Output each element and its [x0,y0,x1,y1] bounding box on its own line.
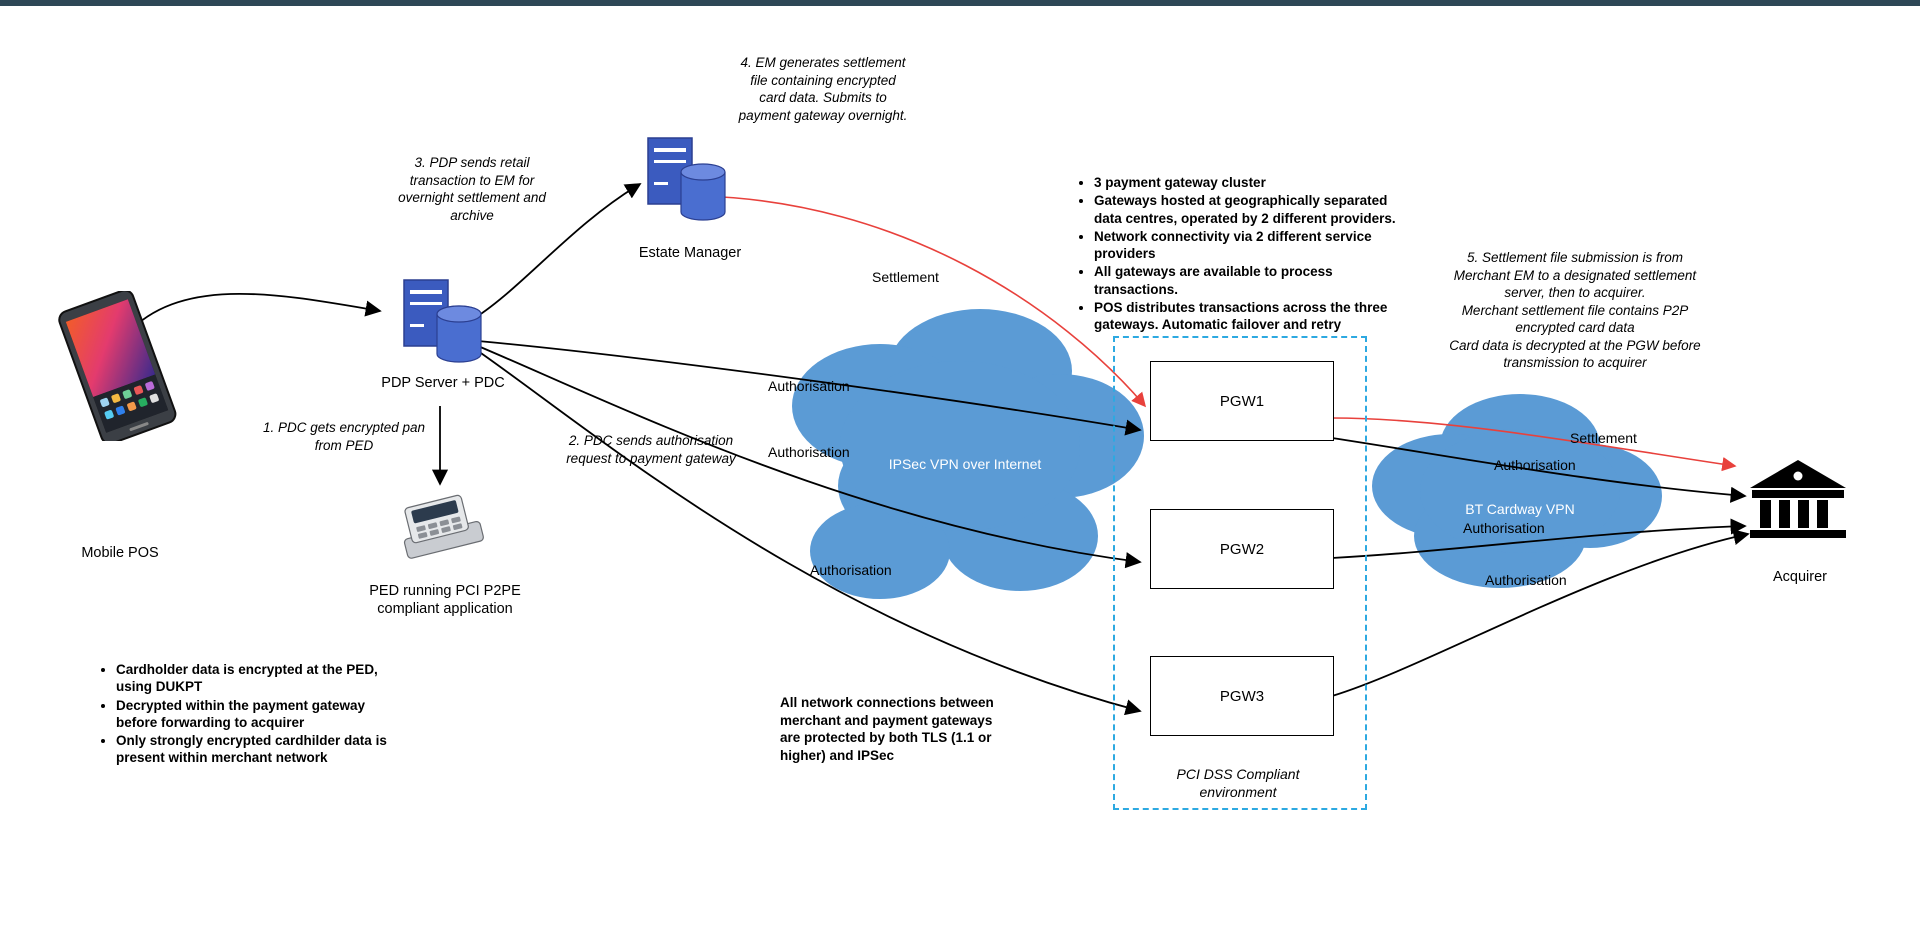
ipsec-cloud-label [860,456,1070,472]
step-4-line1: 4. EM generates settlement [740,55,906,70]
authorisation-label-r2 [1463,520,1545,536]
ped-label-line1: PED running PCI P2PE [369,583,521,599]
acquirer-caption [1730,568,1870,586]
authorisation-label-r3-text: Authorisation [1485,572,1567,588]
bt-cardway-cloud-label-text: BT Cardway VPN [1465,501,1575,517]
pgw2-label: PGW2 [1219,540,1265,558]
gateway-note-item: • POS distributes transactions across the three gateways. Automatic failover and retry [1094,299,1414,334]
step-2-line1: 2. PDC sends authorisation [568,433,734,448]
pci-zone-label-line1: PCI DSS Compliant [1176,766,1300,782]
step-5-line3: server, then to acquirer. [1504,285,1646,301]
network-note-line3: are protected by both TLS (1.1 or [780,730,992,746]
step-5-line6: Card data is decrypted at the PGW before [1449,337,1701,353]
step-4-line2: file containing encrypted [750,72,896,88]
ipsec-cloud-label-text: IPSec VPN over Internet [888,456,1042,472]
authorisation-label-r2-text: Authorisation [1463,520,1545,536]
estate-manager-server-icon [640,134,736,242]
step-3-line2: transaction to EM for [409,172,535,188]
step-5-line2: Merchant EM to a designated settlement [1453,267,1697,283]
step-1-line1: 1. PDC gets encrypted pan [262,420,426,435]
gateway-note-item: • Gateways hosted at geographically separated data centres, operated by 2 different providers. [1094,192,1414,227]
security-note-item: • Decrypted within the payment gateway before forwarding to acquirer [116,697,406,732]
settlement-label-right-text: Settlement [1570,430,1637,446]
ped-caption [330,582,560,618]
pgw3-label: PGW3 [1219,687,1265,705]
gateway-notes-list [1078,174,1414,334]
acquirer-label: Acquirer [1773,569,1827,585]
ped-device-node[interactable] [390,492,494,569]
security-note-item: • Cardholder data is encrypted at the PED, using DUKPT [116,661,406,696]
network-note-line1: All network connections between [780,695,994,710]
step-5-line5: encrypted card data [1515,320,1635,336]
ped-terminal-icon [390,492,494,564]
step-1-line2: from PED [314,437,374,453]
bt-cardway-cloud-shape [1372,394,1662,588]
bt-cardway-cloud-label [1420,501,1620,517]
pci-dss-zone-label [1113,766,1363,801]
authorisation-label-r3 [1485,572,1567,588]
step-1-note [238,419,450,454]
authorisation-label-2 [768,444,850,460]
step-4-line3: card data. Submits to [759,90,887,106]
network-connections-note [780,694,1020,764]
step-3-line3: overnight settlement and [398,190,546,206]
gateway-note-item: • Network connectivity via 2 different service providers [1094,228,1414,263]
authorisation-label-3 [810,562,892,578]
architecture-diagram [0,6,1920,930]
gateway-note-item: • 3 payment gateway cluster [1094,174,1414,191]
settlement-label-left-text: Settlement [872,269,939,285]
estate-manager-node[interactable] [640,134,736,247]
settlement-label-left [872,269,939,285]
network-note-line4: higher) and IPSec [780,747,895,763]
pdp-server-label: PDP Server + PDC [381,375,505,391]
pgw1-label: PGW1 [1219,392,1265,410]
pci-zone-label-line2: environment [1199,783,1277,800]
authorisation-label-3-text: Authorisation [810,562,892,578]
step-2-line2: request to payment gateway [566,450,736,466]
mobile-pos-icon [52,291,182,441]
estate-manager-caption [600,244,780,262]
pgw2-node[interactable] [1150,509,1334,589]
ped-label-line2: compliant application [377,601,513,618]
authorisation-label-2-text: Authorisation [768,444,850,460]
mobile-pos-device[interactable] [52,291,182,441]
acquirer-node[interactable] [1748,458,1848,545]
step-5-line1: 5. Settlement file submission is from [1466,250,1684,265]
pgw1-node[interactable] [1150,361,1334,441]
step-4-line4: payment gateway overnight. [738,107,908,123]
mobile-pos-label: Mobile POS [81,545,159,561]
pdp-server-node[interactable] [396,276,492,389]
step-5-line4: Merchant settlement file contains P2P [1461,302,1689,318]
security-note-item: • Only strongly encrypted cardhilder data is present within merchant network [116,732,406,767]
network-note-line2: merchant and payment gateways [780,712,993,728]
authorisation-label-1-text: Authorisation [768,378,850,394]
gateway-note-item: • All gateways are available to process transactions. [1094,263,1414,298]
estate-manager-label: Estate Manager [638,245,742,261]
security-notes-list [100,661,406,768]
step-5-note [1440,249,1710,372]
mobile-pos-caption [40,544,200,562]
step-5-line7: transmission to acquirer [1503,355,1647,371]
step-3-line4: archive [450,207,494,223]
step-3-line1: 3. PDP sends retail [414,155,530,170]
pgw3-node[interactable] [1150,656,1334,736]
authorisation-label-1 [768,378,850,394]
step-2-note [540,432,762,467]
settlement-label-right [1570,430,1637,446]
bank-icon [1748,458,1848,540]
server-database-icon [396,276,492,384]
pdp-server-caption [348,374,538,392]
authorisation-label-r1-text: Authorisation [1494,457,1576,473]
authorisation-label-r1 [1494,457,1576,473]
step-4-note [706,54,940,124]
step-3-note [368,154,576,224]
